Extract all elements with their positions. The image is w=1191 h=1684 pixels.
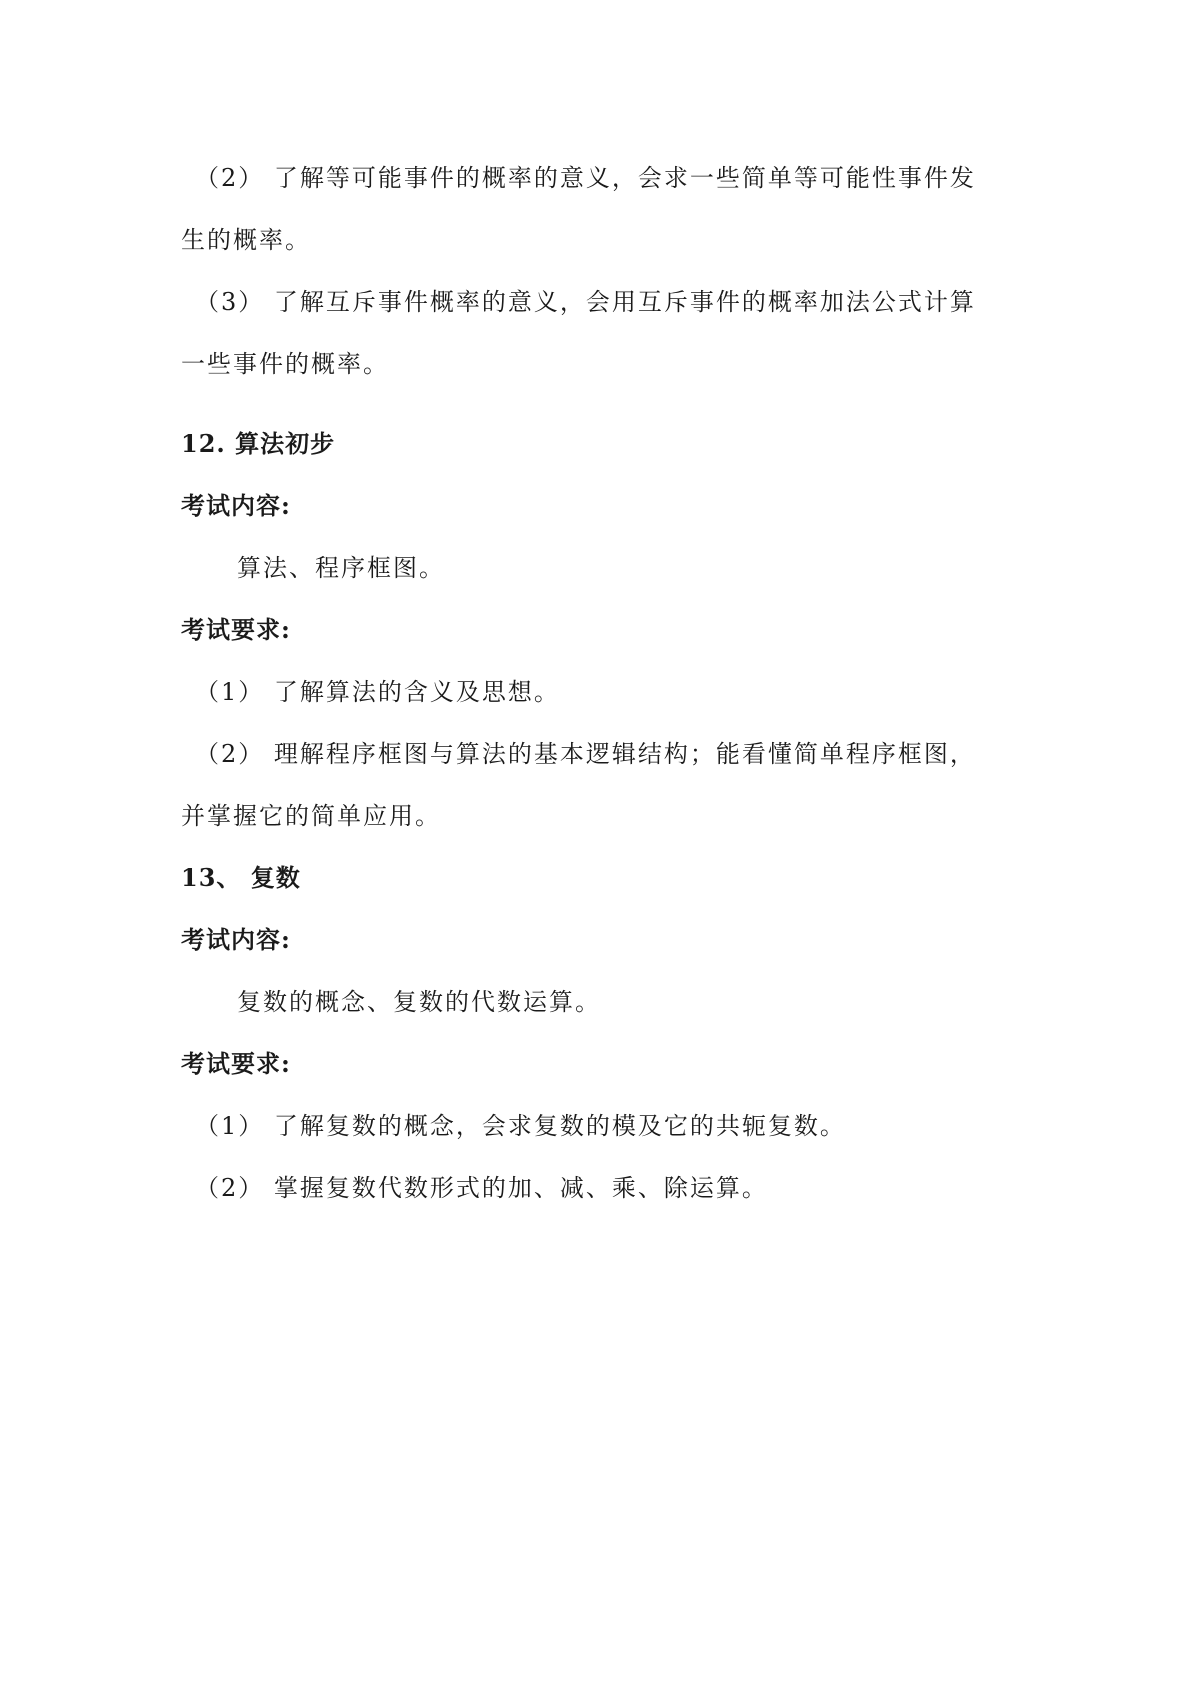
subsection-label: 考试要求: bbox=[181, 615, 291, 644]
paragraph-line: （1） 了解算法的含义及思想。 bbox=[195, 678, 560, 706]
paragraph-line: （3） 了解互斥事件概率的意义，会用互斥事件的概率加法公式计算 bbox=[195, 288, 976, 316]
subsection-label: 考试内容: bbox=[181, 491, 291, 520]
paragraph-line: 一些事件的概率。 bbox=[181, 350, 389, 378]
paragraph-line: 生的概率。 bbox=[181, 226, 311, 254]
paragraph-line: （2） 了解等可能事件的概率的意义，会求一些简单等可能性事件发 bbox=[195, 164, 976, 192]
section-heading: 12. 算法初步 bbox=[181, 429, 336, 458]
paragraph-line: （2） 理解程序框图与算法的基本逻辑结构；能看懂简单程序框图， bbox=[195, 740, 976, 768]
paragraph-line: 并掌握它的简单应用。 bbox=[181, 802, 441, 830]
subsection-label: 考试要求: bbox=[181, 1049, 291, 1078]
paragraph-line: 复数的概念、复数的代数运算。 bbox=[237, 988, 601, 1016]
paragraph-line: （1） 了解复数的概念，会求复数的模及它的共轭复数。 bbox=[195, 1112, 846, 1140]
subsection-label: 考试内容: bbox=[181, 925, 291, 954]
paragraph-line: 算法、程序框图。 bbox=[237, 554, 445, 582]
section-heading: 13、 复数 bbox=[181, 863, 301, 892]
paragraph-line: （2） 掌握复数代数形式的加、减、乘、除运算。 bbox=[195, 1174, 768, 1202]
